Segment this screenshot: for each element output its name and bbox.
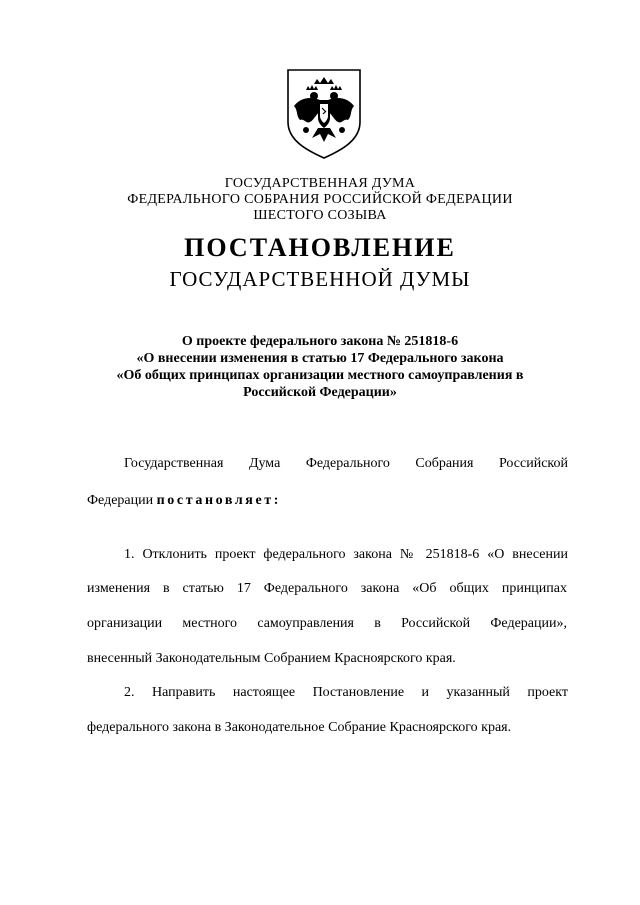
subject-line-2: «О внесении изменения в статью 17 Федерального закона (136, 351, 504, 366)
subject-line-1: О проекте федерального закона № 251818-6 (181, 334, 459, 349)
item-2-line-1: 2. Направить настоящее Постановление и указанный проект (124, 685, 568, 700)
org-convocation: ШЕСТОГО СОЗЫВА (253, 208, 387, 223)
resolves-keyword: постановляет: (156, 493, 282, 508)
item-2-line-2: федерального закона в Законодательное Собрание Красноярского края. (87, 720, 512, 735)
item-1-line-1: 1. Отклонить проект федерального закона № 251818-6 «О внесении (124, 547, 568, 562)
russian-coat-of-arms-icon (284, 66, 364, 162)
item-1-line-2: изменения в статью 17 Федерального закона «Об общих принципах (87, 581, 567, 596)
preamble-line-2 (87, 492, 567, 509)
org-name-line-1: ГОСУДАРСТВЕННАЯ ДУМА (224, 176, 416, 191)
subject-line-3: «Об общих принципах организации местного самоуправления в (116, 368, 524, 383)
preamble-line-2-start: Федерации (87, 493, 157, 508)
item-1-line-4: внесенный Законодательным Собранием Красноярского края. (87, 651, 456, 666)
item-1-line-3: организации местного самоуправления в Российской Федерации», (87, 616, 567, 631)
org-name-line-2: ФЕДЕРАЛЬНОГО СОБРАНИЯ РОССИЙСКОЙ ФЕДЕРАЦИИ (127, 192, 513, 207)
subject-line-4: Российской Федерации» (243, 385, 397, 400)
document-title: ПОСТАНОВЛЕНИЕ (184, 233, 456, 262)
document-subtitle: ГОСУДАРСТВЕННОЙ ДУМЫ (169, 267, 471, 291)
preamble-line-1: Государственная Дума Федерального Собрания Российской (124, 456, 568, 471)
